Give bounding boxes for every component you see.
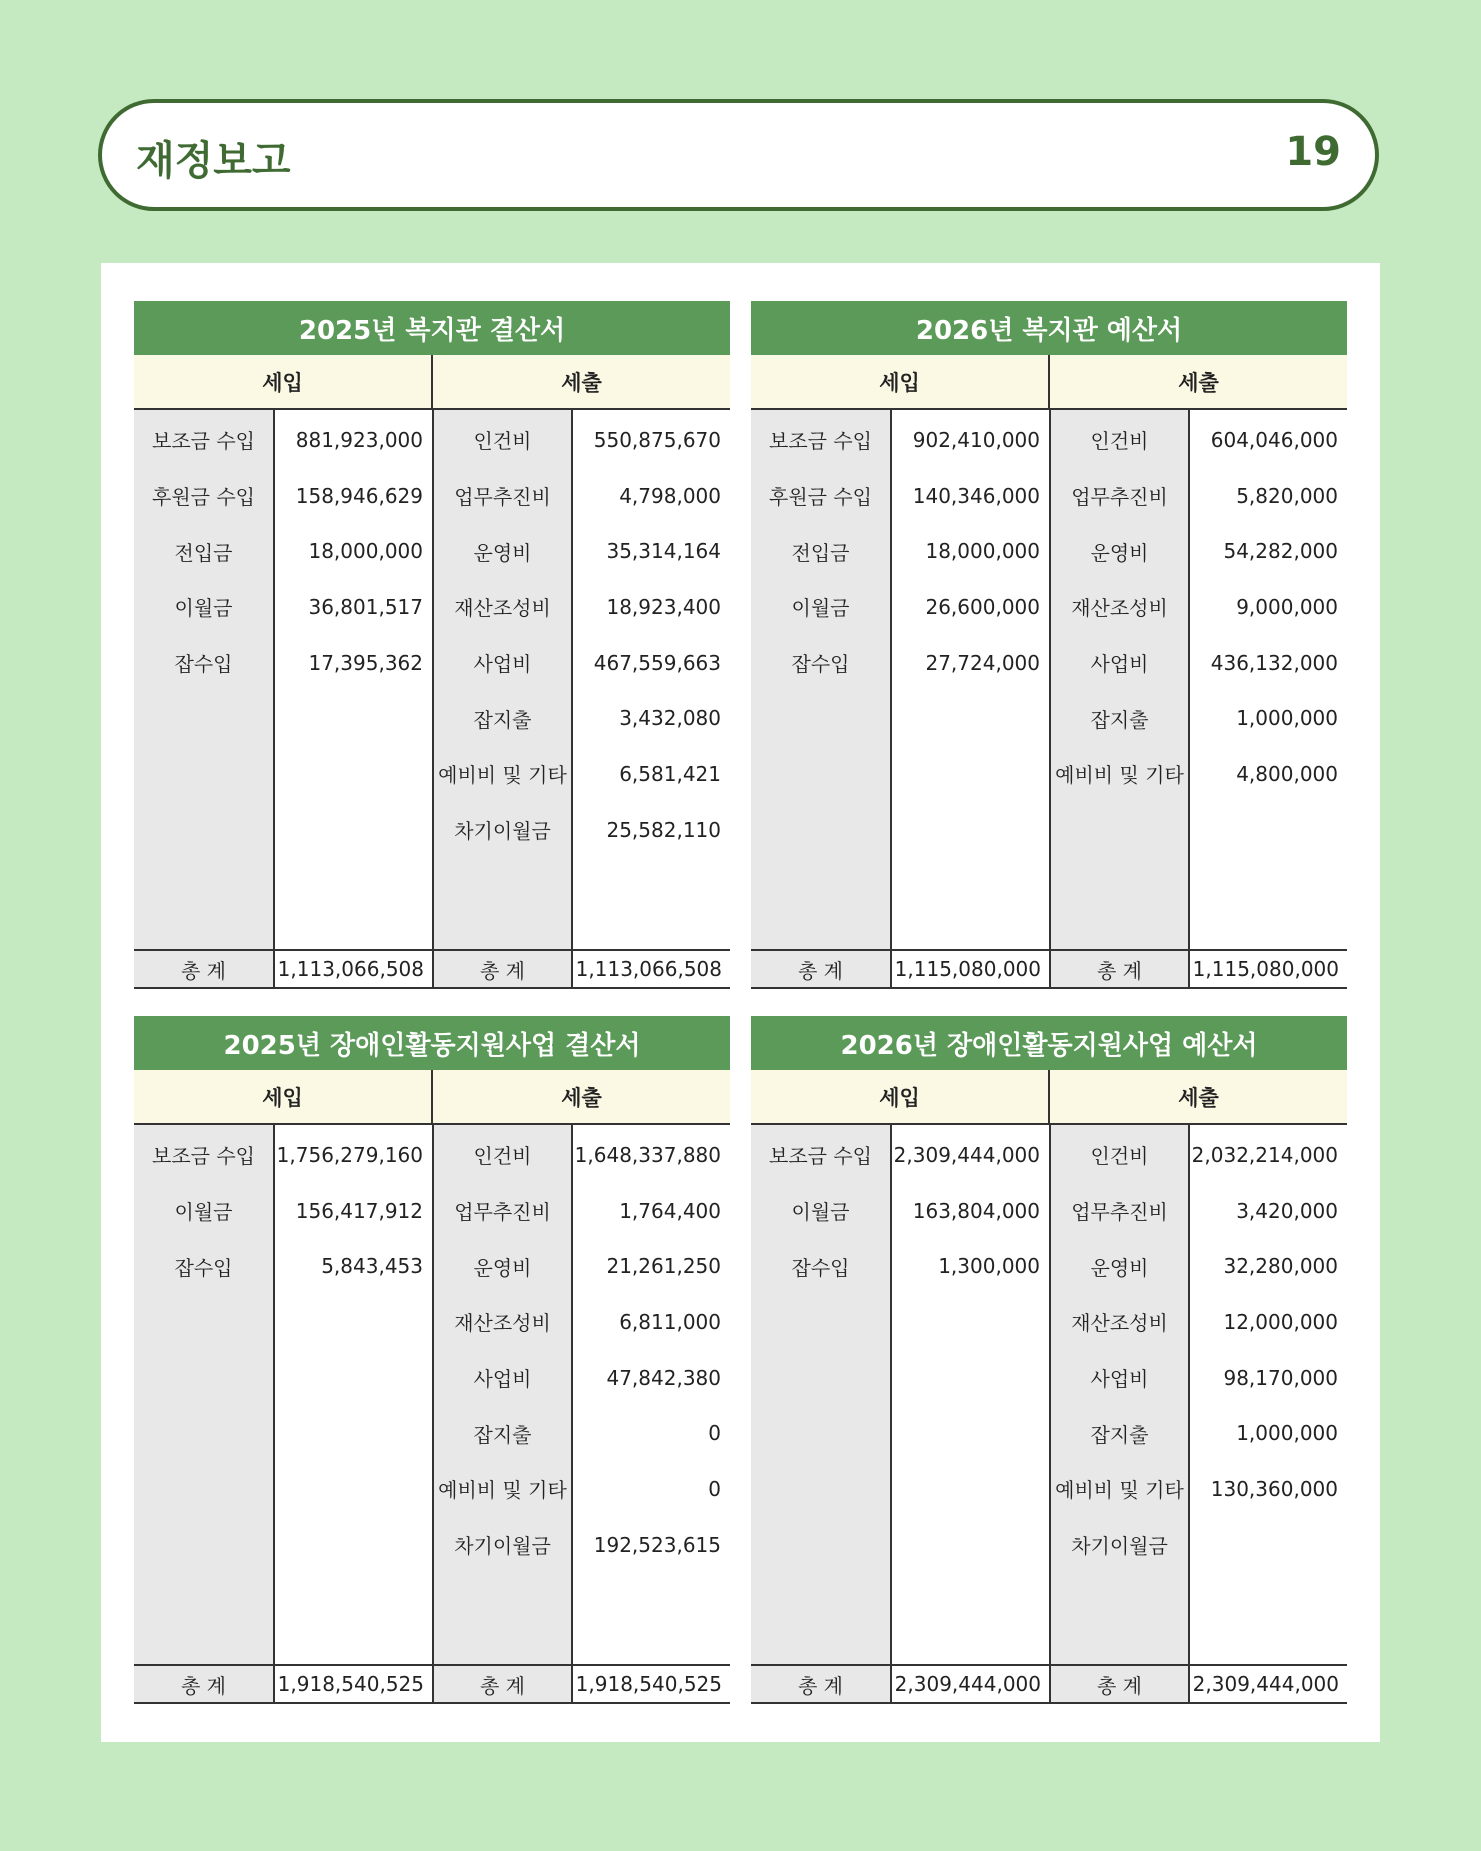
table-body — [751, 1125, 1347, 1702]
financial-table — [134, 1016, 730, 1704]
expense-label-cell: 잡지출 — [1090, 707, 1149, 732]
income-label-cell: 잡수입 — [174, 652, 233, 677]
expense-value-column — [1188, 410, 1347, 987]
expense-value-column — [571, 1125, 730, 1702]
total-value: 1,918,540,525 — [573, 1664, 730, 1702]
income-label-cell: 후원금 수입 — [769, 485, 872, 510]
spacer — [275, 1294, 432, 1664]
expense-label-cell: 운영비 — [1090, 540, 1149, 565]
spacer — [573, 858, 730, 950]
expense-value-column — [571, 410, 730, 987]
expense-value-cell: 604,046,000 — [1210, 427, 1338, 452]
income-label-cell: 이월금 — [791, 1200, 850, 1225]
income-value-cell: 36,801,517 — [308, 594, 423, 619]
expense-label-cell: 인건비 — [1090, 1144, 1149, 1169]
expense-value-cell: 6,811,000 — [619, 1309, 721, 1334]
income-label-cell: 잡수입 — [174, 1255, 233, 1280]
total-value: 1,115,080,000 — [1190, 949, 1347, 987]
total-label: 총 계 — [434, 949, 571, 987]
spacer — [1051, 1573, 1188, 1665]
expense-label-column — [432, 410, 571, 987]
table-title: 2026년 장애인활동지원사업 예산서 — [751, 1016, 1347, 1070]
table-header-row — [751, 1070, 1347, 1125]
income-label-column — [134, 1125, 273, 1702]
expense-label-cell: 재산조성비 — [454, 1311, 551, 1336]
expense-label-cell: 예비비 및 기타 — [438, 763, 567, 788]
expense-value-cell: 130,360,000 — [1210, 1476, 1338, 1501]
expense-value-cell: 1,764,400 — [619, 1198, 721, 1223]
expense-label-cell: 운영비 — [1090, 1255, 1149, 1280]
income-value-cell: 163,804,000 — [912, 1198, 1040, 1223]
income-value-cell: 158,946,629 — [295, 483, 423, 508]
table-title: 2026년 복지관 예산서 — [751, 301, 1347, 355]
expense-label-cell: 차기이월금 — [454, 819, 551, 844]
income-label-cell: 전입금 — [791, 540, 850, 565]
spacer — [1051, 802, 1188, 949]
expense-label-cell: 사업비 — [1090, 1367, 1149, 1392]
spacer — [892, 690, 1049, 949]
expense-value-cell: 4,800,000 — [1236, 761, 1338, 786]
total-value: 1,113,066,508 — [275, 949, 432, 987]
income-label-cell: 보조금 수입 — [769, 1144, 872, 1169]
income-value-cell: 18,000,000 — [308, 539, 423, 564]
total-value: 1,115,080,000 — [892, 949, 1049, 987]
spacer — [751, 690, 890, 949]
expense-value-cell: 54,282,000 — [1223, 539, 1338, 564]
expense-header: 세출 — [431, 355, 730, 408]
expense-value-cell: 6,581,421 — [619, 761, 721, 786]
expense-label-cell: 예비비 및 기타 — [1055, 1478, 1184, 1503]
income-value-cell: 2,309,444,000 — [893, 1142, 1040, 1167]
expense-label-cell: 사업비 — [473, 652, 532, 677]
income-value-cell: 1,756,279,160 — [276, 1142, 423, 1167]
expense-label-cell: 업무추진비 — [454, 1200, 551, 1225]
income-value-cell: 17,395,362 — [308, 650, 423, 675]
expense-header: 세출 — [431, 1070, 730, 1123]
expense-label-column — [1049, 1125, 1188, 1702]
expense-value-cell: 5,820,000 — [1236, 483, 1338, 508]
spacer — [892, 1294, 1049, 1664]
expense-value-cell: 3,432,080 — [619, 706, 721, 731]
income-label-cell: 잡수입 — [791, 652, 850, 677]
income-value-column — [273, 1125, 432, 1702]
expense-header: 세출 — [1048, 1070, 1347, 1123]
expense-label-cell: 인건비 — [473, 1144, 532, 1169]
income-value-column — [890, 1125, 1049, 1702]
total-label: 총 계 — [1051, 949, 1188, 987]
spacer — [434, 858, 571, 950]
expense-value-cell: 192,523,615 — [593, 1532, 721, 1557]
income-value-column — [273, 410, 432, 987]
expense-value-cell: 98,170,000 — [1223, 1365, 1338, 1390]
expense-label-cell: 업무추진비 — [1071, 485, 1168, 510]
income-label-cell: 전입금 — [174, 540, 233, 565]
expense-value-cell: 1,000,000 — [1236, 1421, 1338, 1446]
expense-label-cell: 사업비 — [1090, 652, 1149, 677]
total-label: 총 계 — [751, 1664, 890, 1702]
content-panel — [101, 263, 1380, 1742]
spacer — [573, 1573, 730, 1665]
expense-label-cell: 잡지출 — [1090, 1422, 1149, 1447]
spacer — [751, 1294, 890, 1664]
expense-label-cell: 사업비 — [473, 1367, 532, 1392]
table-header-row — [134, 355, 730, 410]
income-header: 세입 — [879, 1085, 920, 1110]
income-label-column — [751, 1125, 890, 1702]
expense-value-cell: 2,032,214,000 — [1191, 1142, 1338, 1167]
expense-value-cell: 3,420,000 — [1236, 1198, 1338, 1223]
expense-value-cell: 1,648,337,880 — [574, 1142, 721, 1167]
expense-label-cell: 업무추진비 — [454, 485, 551, 510]
page-number: 19 — [1285, 129, 1341, 175]
expense-label-cell: 인건비 — [1090, 429, 1149, 454]
expense-value-cell: 467,559,663 — [593, 650, 721, 675]
income-label-cell: 보조금 수입 — [769, 429, 872, 454]
expense-header: 세출 — [1048, 355, 1347, 408]
expense-value-cell: 0 — [708, 1421, 721, 1446]
table-header-row — [751, 355, 1347, 410]
income-value-column — [890, 410, 1049, 987]
table-body — [134, 410, 730, 987]
income-value-cell: 26,600,000 — [925, 594, 1040, 619]
expense-label-cell: 인건비 — [473, 429, 532, 454]
expense-value-cell: 1,000,000 — [1236, 706, 1338, 731]
expense-value-cell: 9,000,000 — [1236, 594, 1338, 619]
expense-value-cell — [1190, 1517, 1347, 1573]
total-label: 총 계 — [134, 1664, 273, 1702]
spacer — [1190, 802, 1347, 949]
total-value: 2,309,444,000 — [1190, 1664, 1347, 1702]
income-label-cell: 이월금 — [174, 1200, 233, 1225]
expense-value-cell: 12,000,000 — [1223, 1309, 1338, 1334]
total-value: 2,309,444,000 — [892, 1664, 1049, 1702]
income-label-cell: 잡수입 — [791, 1255, 850, 1280]
total-label: 총 계 — [134, 949, 273, 987]
income-label-column — [751, 410, 890, 987]
expense-value-cell: 25,582,110 — [606, 817, 721, 842]
income-label-cell: 보조금 수입 — [152, 1144, 255, 1169]
page-title: 재정보고 — [136, 138, 291, 184]
expense-value-cell: 550,875,670 — [593, 427, 721, 452]
expense-label-cell: 예비비 및 기타 — [438, 1478, 567, 1503]
expense-value-cell: 21,261,250 — [606, 1254, 721, 1279]
income-value-cell: 1,300,000 — [938, 1254, 1040, 1279]
total-label: 총 계 — [751, 949, 890, 987]
expense-value-cell: 47,842,380 — [606, 1365, 721, 1390]
expense-label-cell: 차기이월금 — [1071, 1534, 1168, 1559]
total-label: 총 계 — [1051, 1664, 1188, 1702]
income-value-cell: 140,346,000 — [912, 483, 1040, 508]
income-header: 세입 — [262, 1085, 303, 1110]
table-title: 2025년 장애인활동지원사업 결산서 — [134, 1016, 730, 1070]
income-value-cell: 902,410,000 — [912, 427, 1040, 452]
expense-value-cell: 18,923,400 — [606, 594, 721, 619]
income-value-cell: 18,000,000 — [925, 539, 1040, 564]
income-label-cell: 이월금 — [791, 596, 850, 621]
financial-table — [751, 1016, 1347, 1704]
spacer — [434, 1573, 571, 1665]
table-header-row — [134, 1070, 730, 1125]
expense-label-cell: 운영비 — [473, 540, 532, 565]
table-title: 2025년 복지관 결산서 — [134, 301, 730, 355]
expense-value-cell: 4,798,000 — [619, 483, 721, 508]
income-value-cell: 5,843,453 — [321, 1254, 423, 1279]
expense-label-column — [1049, 410, 1188, 987]
financial-table — [134, 301, 730, 989]
expense-label-cell: 운영비 — [473, 1255, 532, 1280]
expense-label-cell: 차기이월금 — [454, 1534, 551, 1559]
income-value-cell: 27,724,000 — [925, 650, 1040, 675]
expense-label-cell: 예비비 및 기타 — [1055, 763, 1184, 788]
expense-label-column — [432, 1125, 571, 1702]
income-value-cell: 156,417,912 — [295, 1198, 423, 1223]
total-value: 1,918,540,525 — [275, 1664, 432, 1702]
income-header: 세입 — [879, 370, 920, 395]
income-label-column — [134, 410, 273, 987]
expense-label-cell: 잡지출 — [473, 1422, 532, 1447]
header-bar — [98, 99, 1379, 211]
expense-label-cell: 재산조성비 — [1071, 1311, 1168, 1336]
total-value: 1,113,066,508 — [573, 949, 730, 987]
table-body — [751, 410, 1347, 987]
financial-table — [751, 301, 1347, 989]
expense-value-cell: 32,280,000 — [1223, 1254, 1338, 1279]
income-label-cell: 보조금 수입 — [152, 429, 255, 454]
income-value-cell: 881,923,000 — [295, 427, 423, 452]
expense-label-cell: 재산조성비 — [1071, 596, 1168, 621]
expense-label-cell: 잡지출 — [473, 707, 532, 732]
income-header: 세입 — [262, 370, 303, 395]
spacer — [134, 690, 273, 949]
income-label-cell: 이월금 — [174, 596, 233, 621]
expense-value-cell: 35,314,164 — [606, 539, 721, 564]
expense-label-cell: 재산조성비 — [454, 596, 551, 621]
expense-value-cell: 0 — [708, 1476, 721, 1501]
spacer — [275, 690, 432, 949]
total-label: 총 계 — [434, 1664, 571, 1702]
spacer — [134, 1294, 273, 1664]
table-body — [134, 1125, 730, 1702]
expense-label-cell: 업무추진비 — [1071, 1200, 1168, 1225]
expense-value-cell: 436,132,000 — [1210, 650, 1338, 675]
expense-value-column — [1188, 1125, 1347, 1702]
income-label-cell: 후원금 수입 — [152, 485, 255, 510]
spacer — [1190, 1573, 1347, 1665]
